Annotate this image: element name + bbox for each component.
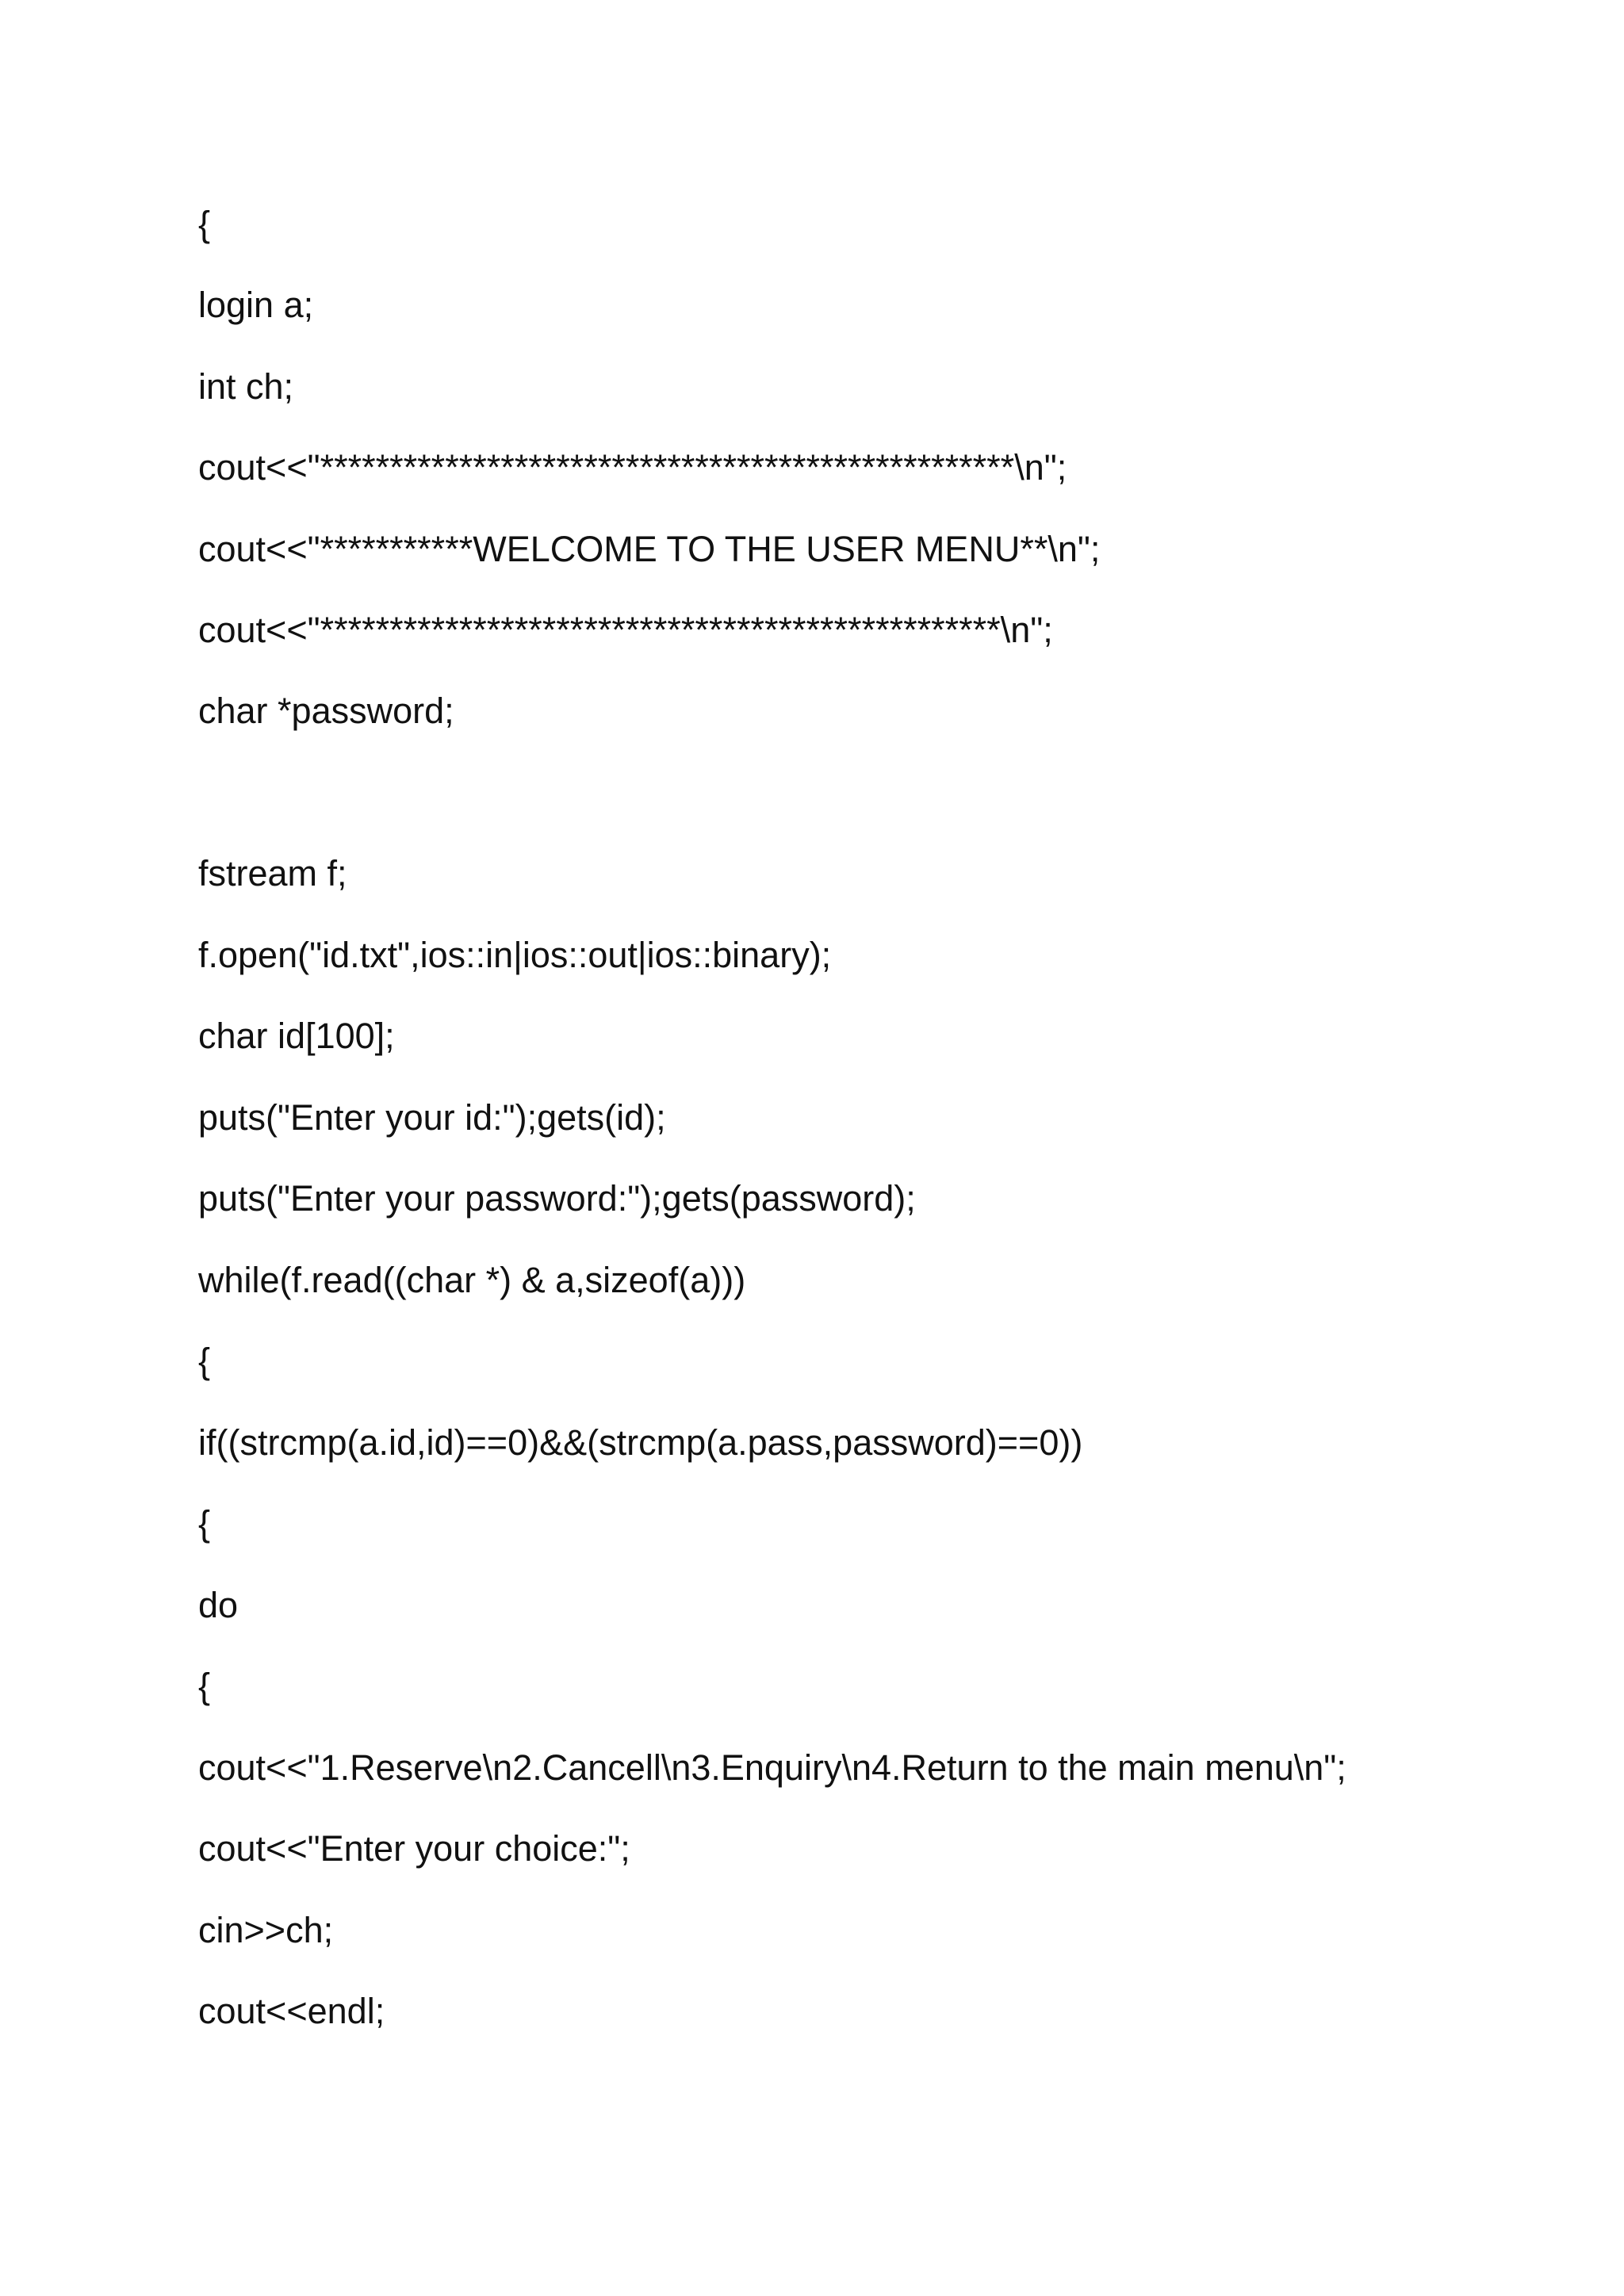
- code-line: while(f.read((char *) & a,sizeof(a))): [198, 1260, 746, 1300]
- code-line: {: [198, 1503, 211, 1544]
- code-line: puts("Enter your password:");gets(password);: [198, 1178, 916, 1219]
- code-line: cout<<"***********WELCOME TO THE USER MENU**\n";: [198, 529, 1101, 569]
- code-line: int ch;: [198, 366, 294, 407]
- code-line: {: [198, 1666, 211, 1706]
- code-line: fstream f;: [198, 853, 347, 894]
- code-line: cout<<"1.Reserve\n2.Cancell\n3.Enquiry\n4.Return to the main menu\n";: [198, 1747, 1346, 1788]
- code-line: {: [198, 1341, 211, 1381]
- code-line: {: [198, 204, 211, 244]
- code-line: char id[100];: [198, 1016, 395, 1056]
- code-line: do: [198, 1585, 239, 1625]
- code-line: cout<<"*************************************************\n";: [198, 610, 1053, 650]
- code-line: login a;: [198, 285, 314, 325]
- code-line: f.open("id.txt",ios::in|ios::out|ios::binary);: [198, 935, 832, 975]
- code-line: if((strcmp(a.id,id)==0)&&(strcmp(a.pass,password)==0)): [198, 1422, 1083, 1463]
- code-line: puts("Enter your id:");gets(id);: [198, 1097, 666, 1138]
- code-line: char *password;: [198, 691, 454, 731]
- code-line: cin>>ch;: [198, 1910, 334, 1950]
- code-line: cout<<"**************************************************\n";: [198, 447, 1067, 488]
- code-line: cout<<endl;: [198, 1991, 385, 2031]
- code-line: cout<<"Enter your choice:";: [198, 1828, 630, 1869]
